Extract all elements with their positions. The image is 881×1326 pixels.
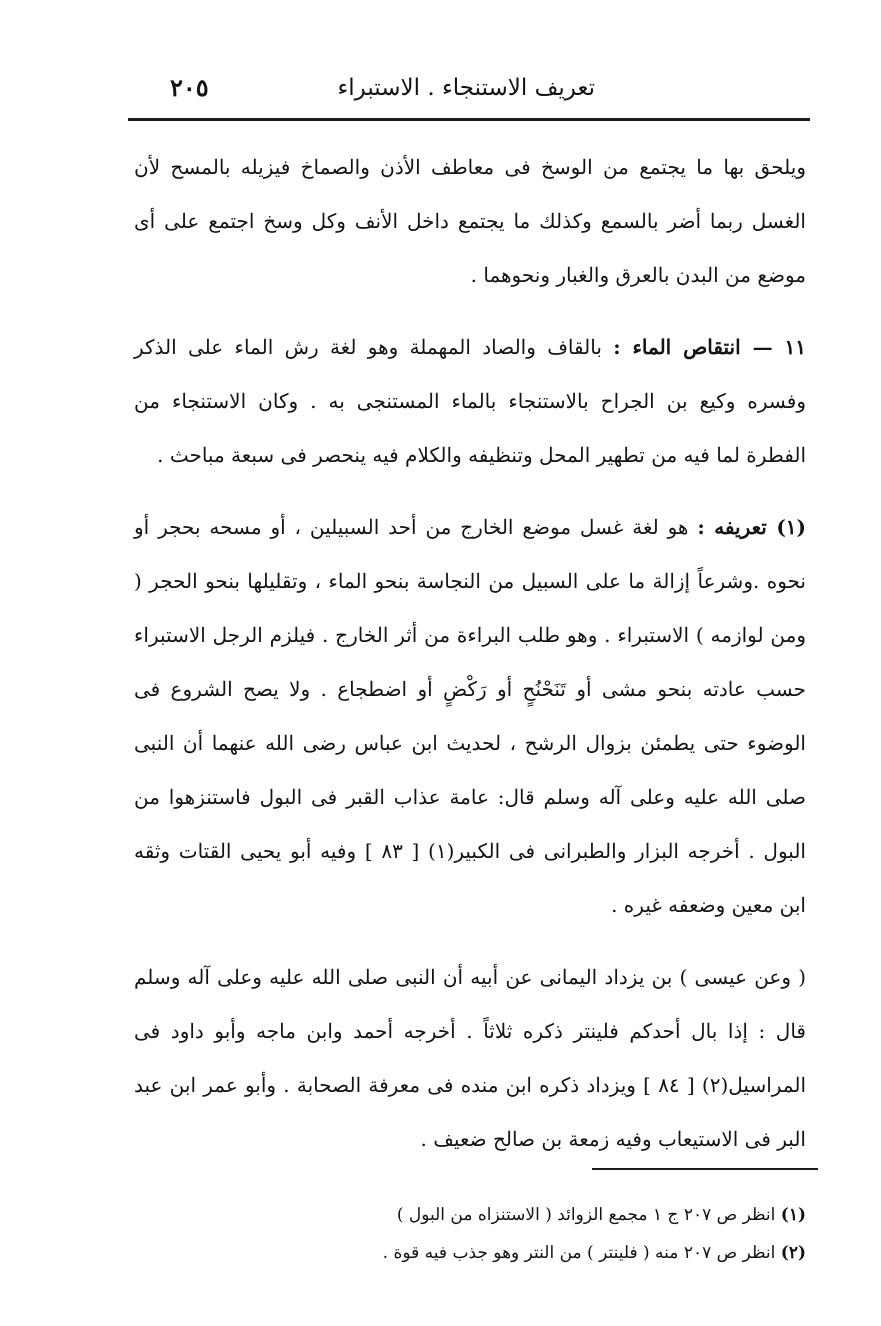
header-rule (128, 118, 810, 121)
paragraph-text: بالقاف والصاد المهملة وهو لغة رش الماء على الذكر وفسره وكيع بن الجراح بالاستنجاء بالماء المستنجى به . وكان الاستنجاء من الفطرة لما فيه من تطهير المحل وتنظيفه والكلام فيه ينحصر فى سبعة مباحث . (134, 335, 806, 467)
paragraph-definition (134, 500, 806, 932)
paragraph-text: هو لغة غسل موضع الخارج من أحد السبيلين ، أو مسحه بحجر أو نحوه .وشرعاً إزالة ما على السبيل من النجاسة بنحو الماء ، وتقليلها بنحو الحجر ( ومن لوازمه ) الاستبراء . وهو طلب البراءة من أثر الخارج . فيلزم الرجل الاستبراء حسب عادته بنحو مشى أو تَنَحْنُحٍ أو رَكْضٍ أو اضطجاع . ولا يصح الشروع فى الوضوء حتى يطمئن بزوال الرشح ، لحديث ابن عباس رضى الله عنهما أن النبى صلى الله عليه وعلى آله وسلم قال: عامة عذاب القبر فى البول فاستنزهوا من البول . أخرجه البزار والطبرانى فى الكبير(١) [ ٨٣ ] وفيه أبو يحيى القتات وثقه ابن معين وضعفه غيره . (134, 515, 806, 917)
footnote-2 (230, 1234, 806, 1272)
footnote-rule (592, 1168, 818, 1170)
footnotes (230, 1196, 806, 1272)
paragraph-intiqas-al-maa (134, 320, 806, 482)
paragraph-text: ( وعن عيسى ) بن يزداد اليمانى عن أبيه أن النبى صلى الله عليه وعلى آله وسلم قال : إذا بال أحدكم فلينتر ذكره ثلاثاً . أخرجه أحمد وابن ماجه وأبو داود فى المراسيل(٢) [ ٨٤ ] ويزداد ذكره ابن منده فى معرفة الصحابة . وأبو عمر ابن عبد البر فى الاستيعاب وفيه زمعة بن صالح ضعيف . (134, 965, 806, 1151)
running-title: تعريف الاستنجاء . الاستبراء (337, 75, 595, 101)
paragraph-ear-cleaning (134, 140, 806, 302)
paragraph-isa-hadith (134, 950, 806, 1166)
page-number: ٢٠٥ (170, 73, 209, 102)
footnote-text: انظر ص ٢٠٧ ج ١ مجمع الزوائد ( الاستنزاه من البول ) (396, 1205, 781, 1225)
footnote-text: انظر ص ٢٠٧ منه ( فلينتر ) من النتر وهو جذب فيه قوة . (382, 1243, 781, 1263)
paragraph-text: ويلحق بها ما يجتمع من الوسخ فى معاطف الأذن والصماخ فيزيله بالمسح لأن الغسل ربما أضر بالسمع وكذلك ما يجتمع داخل الأنف وكل وسخ اجتمع على أى موضع من البدن بالعرق والغبار ونحوهما . (134, 155, 806, 287)
footnote-number: (٢) (780, 1243, 806, 1263)
footnote-1 (230, 1196, 806, 1234)
footnote-number: (١) (780, 1205, 806, 1225)
paragraph-lead: ١١ — انتقاص الماء : (613, 335, 806, 359)
page-header (128, 66, 810, 114)
paragraph-lead: (١) تعريفه : (697, 515, 807, 539)
body-text (134, 140, 806, 1166)
